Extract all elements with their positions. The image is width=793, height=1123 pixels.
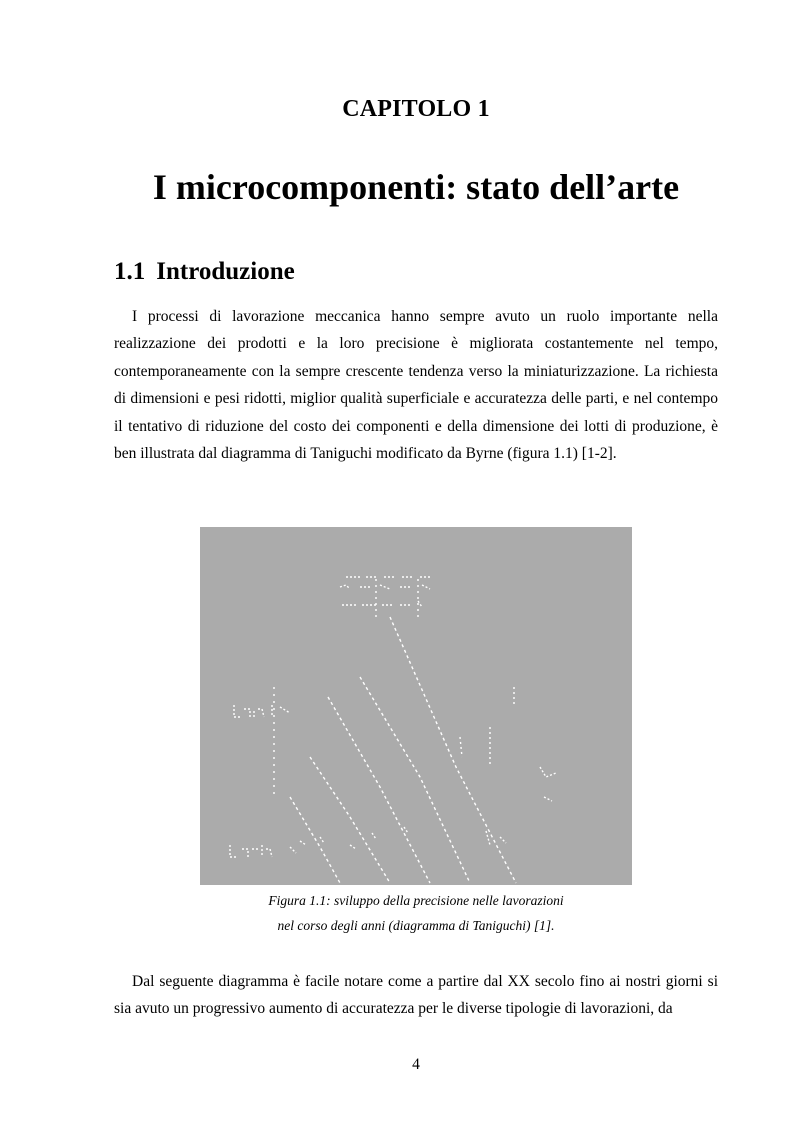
figure-caption-line1: Figura 1.1: sviluppo della precisione nelle lavorazioni: [268, 893, 564, 908]
chapter-label: CAPITOLO 1: [342, 96, 490, 122]
chapter-title: I microcomponenti: stato dell’arte: [152, 167, 680, 207]
intro-paragraph: I processi di lavorazione meccanica hanno sempre avuto un ruolo importante nella realizzazione dei prodotti e la loro precisione è migliorata costantemente nel tempo, contemporaneamente con la sempre crescente tendenza verso la miniaturizzazione. La richiesta di dimensioni e pesi ridotti, miglior qualità superficiale e accuratezza delle parti, e nel contempo il tentativo di riduzione del costo dei componenti e della dimensione dei lotti di produzione, è ben illustrata dal diagramma di Taniguchi modificato da Byrne (figura 1.1) [1-2].: [114, 308, 718, 463]
taniguchi-diagram-image: [200, 527, 632, 885]
section-heading: [114, 258, 295, 286]
section-number: 1.1: [114, 258, 146, 285]
section-title: Introduzione: [156, 258, 295, 285]
continuation-paragraph: Dal seguente diagramma è facile notare come a partire dal XX secolo fino ai nostri giorni si sia avuto un progressivo aumento di accuratezza per le diverse tipologie di lavorazioni, da: [114, 973, 718, 1018]
figure-caption-line2: nel corso degli anni (diagramma di Taniguchi) [1].: [277, 918, 555, 933]
page-number: 4: [412, 1056, 420, 1073]
